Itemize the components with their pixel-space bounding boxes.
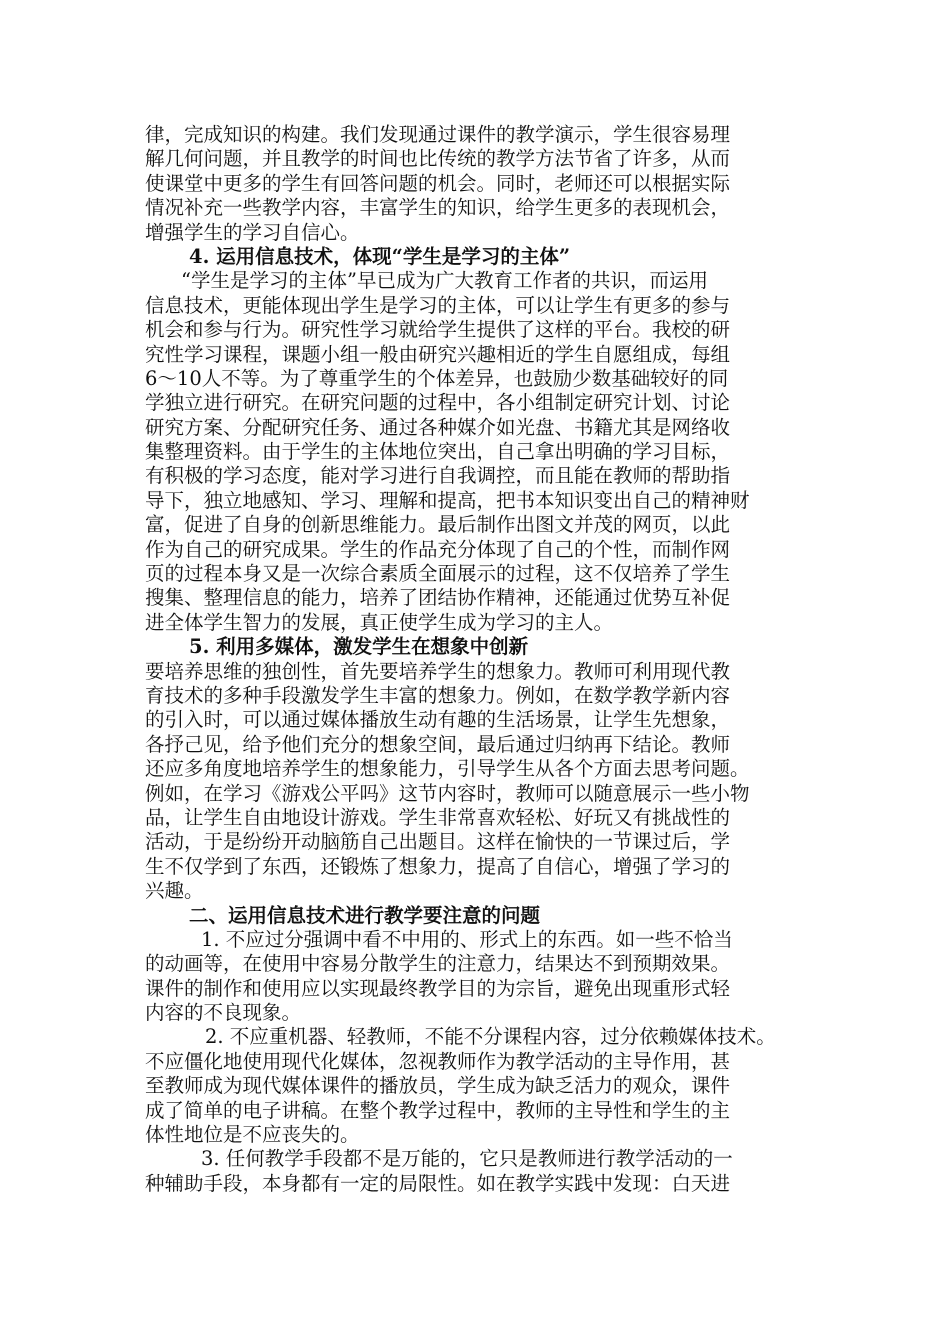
section-heading-4: 4. 运用信息技术，体现“学生是学习的主体” — [189, 244, 571, 268]
paragraph-line: 生不仅学到了东西，还锻炼了想象力，提高了自信心，增强了学习的 — [145, 854, 731, 878]
paragraph-line: 要培养思维的独创性，首先要培养学生的想象力。教师可利用现代教 — [145, 659, 731, 683]
paragraph-line: 页的过程本身又是一次综合素质全面展示的过程，这不仅培养了学生 — [145, 562, 731, 586]
paragraph-line: 种辅助手段，本身都有一定的局限性。如在教学实践中发现：白天进 — [145, 1171, 731, 1195]
paragraph-line: 还应多角度地培养学生的想象能力，引导学生从各个方面去思考问题。 — [145, 757, 750, 781]
paragraph-line: 解几何问题，并且教学的时间也比传统的教学方法节省了许多，从而 — [145, 147, 731, 171]
paragraph-line: 兴趣。 — [145, 879, 204, 903]
paragraph-line: 例如，在学习《游戏公平吗》这节内容时，教师可以随意展示一些小物 — [145, 781, 750, 805]
document-page — [145, 123, 810, 1196]
paragraph-line: 增强学生的学习自信心。 — [145, 220, 360, 244]
paragraph-line: 1. 不应过分强调中看不中用的、形式上的东西。如一些不恰当 — [201, 927, 733, 951]
section-heading-2: 二、运用信息技术进行教学要注意的问题 — [189, 903, 541, 927]
paragraph-line: 体性地位是不应丧失的。 — [145, 1123, 360, 1147]
paragraph-line: 研究方案、分配研究任务、通过各种媒介如光盘、书籍尤其是网络收 — [145, 415, 731, 439]
paragraph-line: 富，促进了自身的创新思维能力。最后制作出图文并茂的网页，以此 — [145, 513, 731, 537]
paragraph-line: 律，完成知识的构建。我们发现通过课件的教学演示，学生很容易理 — [145, 123, 731, 146]
paragraph-line: 活动，于是纷纷开动脑筋自己出题目。这样在愉快的一节课过后，学 — [145, 830, 731, 854]
paragraph-line: 课件的制作和使用应以实现最终教学目的为宗旨，避免出现重形式轻 — [145, 976, 731, 1000]
paragraph-line: 品，让学生自由地设计游戏。学生非常喜欢轻松、好玩又有挑战性的 — [145, 805, 731, 829]
paragraph-line: 至教师成为现代媒体课件的播放员，学生成为缺乏活力的观众，课件 — [145, 1074, 731, 1098]
paragraph-line: 情况补充一些教学内容，丰富学生的知识，给学生更多的表现机会， — [145, 196, 731, 220]
paragraph-line: “学生是学习的主体”早已成为广大教育工作者的共识，而运用 — [181, 269, 708, 293]
section-heading-5: 5. 利用多媒体，激发学生在想象中创新 — [189, 635, 529, 659]
paragraph-line: 成了简单的电子讲稿。在整个教学过程中，教师的主导性和学生的主 — [145, 1098, 731, 1122]
paragraph-line: 究性学习课程，课题小组一般由研究兴趣相近的学生自愿组成，每组 — [145, 342, 731, 366]
paragraph-line: 内容的不良现象。 — [145, 1001, 302, 1025]
paragraph-line: 使课堂中更多的学生有回答问题的机会。同时，老师还可以根据实际 — [145, 171, 731, 195]
paragraph-line: 育技术的多种手段激发学生丰富的想象力。例如，在数学教学新内容 — [145, 683, 731, 707]
paragraph-line: 学独立进行研究。在研究问题的过程中，各小组制定研究计划、讨论 — [145, 391, 731, 415]
paragraph-line: 有积极的学习态度，能对学习进行自我调控，而且能在教师的帮助指 — [145, 464, 731, 488]
paragraph-line: 集整理资料。由于学生的主体地位突出，自己拿出明确的学习目标， — [145, 440, 731, 464]
paragraph-line: 各抒己见，给予他们充分的想象空间，最后通过归纳再下结论。教师 — [145, 732, 731, 756]
paragraph-line: 信息技术，更能体现出学生是学习的主体，可以让学生有更多的参与 — [145, 293, 731, 317]
paragraph-line: 的引入时，可以通过媒体播放生动有趣的生活场景，让学生先想象， — [145, 708, 731, 732]
paragraph-line: 2. 不应重机器、轻教师，不能不分课程内容，过分依赖媒体技术。 — [205, 1025, 776, 1049]
paragraph-line: 的动画等，在使用中容易分散学生的注意力，结果达不到预期效果。 — [145, 952, 731, 976]
paragraph-line: 不应僵化地使用现代化媒体，忽视教师作为教学活动的主导作用，甚 — [145, 1049, 731, 1073]
paragraph-line: 作为自己的研究成果。学生的作品充分体现了自己的个性，而制作网 — [145, 537, 731, 561]
paragraph-line: 机会和参与行为。研究性学习就给学生提供了这样的平台。我校的研 — [145, 318, 731, 342]
paragraph-line: 导下，独立地感知、学习、理解和提高，把书本知识变出自己的精神财 — [145, 488, 750, 512]
paragraph-line: 进全体学生智力的发展，真正使学生成为学习的主人。 — [145, 610, 614, 634]
paragraph-line: 6～10人不等。为了尊重学生的个体差异，也鼓励少数基础较好的同 — [145, 366, 729, 390]
paragraph-line: 搜集、整理信息的能力，培养了团结协作精神，还能通过优势互补促 — [145, 586, 731, 610]
paragraph-line: 3. 任何教学手段都不是万能的，它只是教师进行教学活动的一 — [201, 1147, 733, 1171]
